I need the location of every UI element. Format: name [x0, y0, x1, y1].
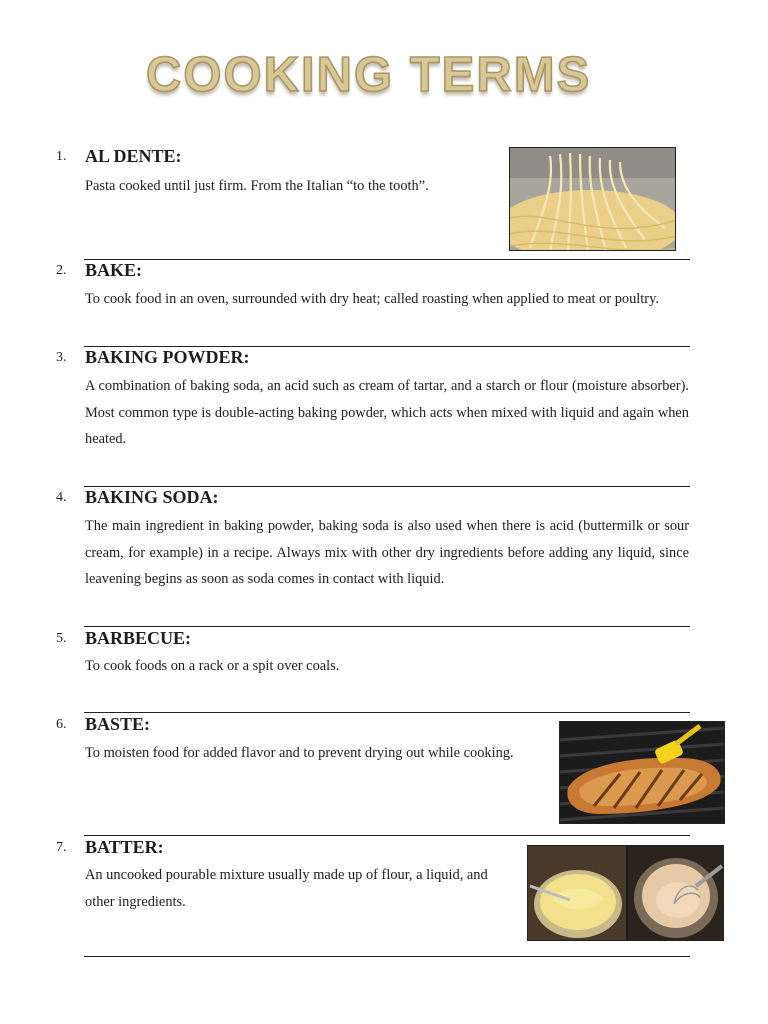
term-heading: BARBECUE: [85, 628, 192, 648]
term-definition: To cook food in an oven, surrounded with dry heat; called roasting when applied to meat or poultry. [85, 291, 659, 307]
term-number: 7. [56, 840, 67, 855]
section-divider [84, 626, 690, 627]
section-divider [84, 259, 690, 260]
al-dente-pasta-photo [509, 147, 676, 251]
term-number: 5. [56, 631, 67, 646]
batter-bowls-photo [527, 845, 724, 941]
section-divider [84, 835, 690, 836]
term-number: 1. [56, 149, 67, 164]
term-heading: BAKE: [85, 260, 143, 280]
term-definition: A combination of baking soda, an acid such as cream of tartar, and a starch or flour (moisture absorber). Most common type is double-acting baking powder, which acts when mixed with liquid and again when heated. [85, 378, 689, 448]
term-number: 6. [56, 717, 67, 732]
term-definition: An uncooked pourable mixture usually made up of flour, a liquid, and other ingredients. [85, 867, 488, 910]
term-heading: BATTER: [85, 837, 164, 857]
basting-meat-photo [559, 721, 725, 824]
page-title: COOKING TERMS [146, 48, 592, 102]
term-definition: The main ingredient in baking powder, baking soda is also used when there is acid (buttermilk or sour cream, for example) in a recipe. Always mix with other dry ingredients before adding any liquid, since leavening begins as soon as soda comes in contact with liquid. [85, 518, 689, 588]
term-definition: Pasta cooked until just firm. From the Italian “to the tooth”. [85, 178, 429, 194]
term-definition: To moisten food for added flavor and to prevent drying out while cooking. [85, 745, 514, 761]
section-divider [84, 956, 690, 957]
term-heading: BAKING POWDER: [85, 347, 250, 367]
term-number: 2. [56, 263, 67, 278]
term-definition: To cook foods on a rack or a spit over coals. [85, 658, 340, 674]
term-heading: BAKING SODA: [85, 487, 219, 507]
section-divider [84, 712, 690, 713]
term-number: 3. [56, 350, 67, 365]
term-heading: BASTE: [85, 714, 151, 734]
term-number: 4. [56, 490, 67, 505]
term-heading: AL DENTE: [85, 146, 182, 166]
